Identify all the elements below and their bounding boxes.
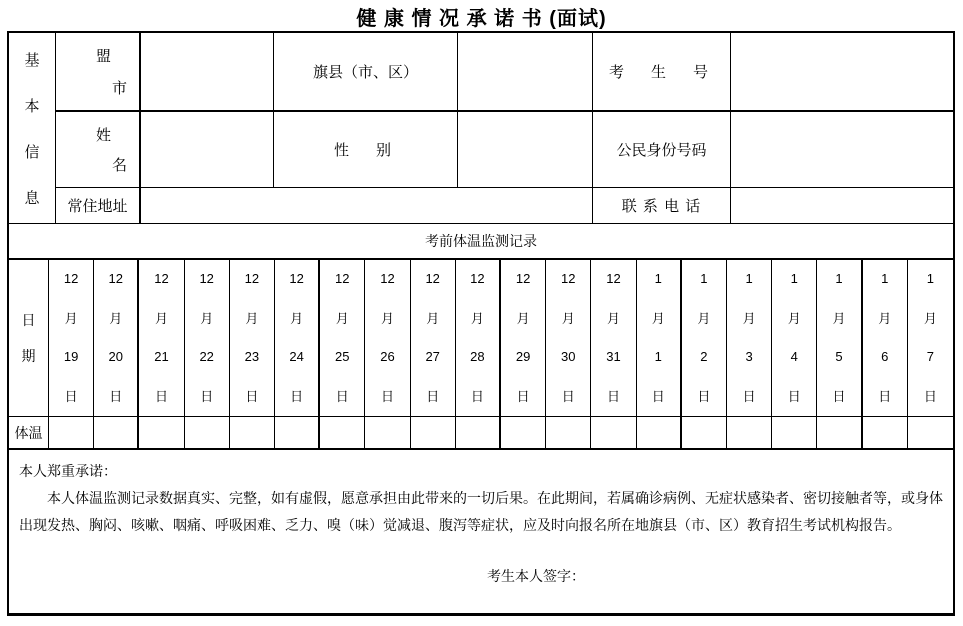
candidate-number-field[interactable] <box>731 33 953 112</box>
date-line: 24 <box>289 349 304 364</box>
date-line: 日 <box>923 389 937 404</box>
date-line: 6 <box>881 349 889 364</box>
date-line: 12 <box>199 271 214 286</box>
date-line: 月 <box>651 311 665 326</box>
phone-field[interactable] <box>731 188 953 224</box>
commitment-body: 本人体温监测记录数据真实、完整，如有虚假，愿意承担由此带来的一切后果。在此期间，若属确诊病例、无症状感染者、密切接触者等，或身体出现发热、胸闷、咳嗽、咽痛、呼吸困难、乏力、嗅（味）觉减退、腹泻等症状，应及时向报名所在地旗县（市、区）教育招生考试机构报告。 <box>19 490 943 533</box>
basic-info-label <box>9 33 56 224</box>
date-line: 26 <box>380 349 395 364</box>
name-field[interactable] <box>141 112 274 188</box>
date-line: 日 <box>787 389 801 404</box>
date-line: 1 <box>881 271 889 286</box>
temperature-cell-18[interactable] <box>817 417 862 450</box>
date-line: 月 <box>200 311 214 326</box>
date-line: 1 <box>790 271 798 286</box>
date-line: 月 <box>923 311 937 326</box>
date-line: 月 <box>742 311 756 326</box>
date-cell-11 <box>501 260 546 417</box>
date-line: 29 <box>515 349 531 364</box>
signature-label: 考生本人签字： <box>487 568 585 584</box>
date-line: 日 <box>832 389 846 404</box>
date-line: 12 <box>63 271 79 286</box>
date-cell-20 <box>908 260 953 417</box>
date-line: 12 <box>606 271 621 286</box>
date-line: 月 <box>878 311 892 326</box>
league-city-line1: 盟 <box>96 48 112 65</box>
temperature-cell-13[interactable] <box>591 417 636 450</box>
date-line: 1 <box>700 271 708 286</box>
date-line: 4 <box>790 349 798 364</box>
date-cell-18 <box>817 260 862 417</box>
temperature-cell-4[interactable] <box>185 417 230 450</box>
date-line: 月 <box>109 311 123 326</box>
date-line: 1 <box>926 271 935 286</box>
date-line: 19 <box>63 349 79 364</box>
temperature-cell-19[interactable] <box>863 417 908 450</box>
basic-info-char: 息 <box>24 189 40 207</box>
date-line: 7 <box>926 349 935 364</box>
date-cell-1 <box>49 260 94 417</box>
banner-county-label: 旗县（市、区） <box>274 33 458 112</box>
date-cell-19 <box>863 260 908 417</box>
date-line: 日 <box>109 389 123 404</box>
date-line: 日 <box>290 389 304 404</box>
basic-info-section <box>9 33 953 224</box>
basic-info-char: 基 <box>24 51 40 69</box>
temperature-cell-17[interactable] <box>772 417 817 450</box>
date-line: 21 <box>154 349 169 364</box>
date-line: 22 <box>199 349 214 364</box>
date-line: 月 <box>64 311 78 326</box>
league-city-label <box>56 33 141 112</box>
date-cell-15 <box>682 260 727 417</box>
name-line1: 姓 <box>96 127 112 144</box>
league-city-line2: 市 <box>112 80 128 97</box>
date-line: 12 <box>108 271 124 286</box>
date-cell-8 <box>365 260 410 417</box>
date-line: 日 <box>878 389 892 404</box>
temperature-cell-8[interactable] <box>365 417 410 450</box>
date-line: 日 <box>380 389 394 404</box>
date-line: 月 <box>832 311 846 326</box>
date-line: 23 <box>244 349 260 364</box>
basic-info-char: 本 <box>24 97 40 115</box>
date-cell-6 <box>275 260 320 417</box>
date-cell-9 <box>411 260 456 417</box>
date-line: 月 <box>245 311 259 326</box>
date-label-char: 日 <box>21 312 36 328</box>
temperature-cell-12[interactable] <box>546 417 591 450</box>
date-line: 5 <box>835 349 843 364</box>
date-line: 30 <box>561 349 576 364</box>
date-line: 31 <box>606 349 621 364</box>
date-line: 12 <box>335 271 350 286</box>
candidate-number-label: 考 生 号 <box>593 33 731 112</box>
temperature-cell-3[interactable] <box>139 417 184 450</box>
page-title: 健 康 情 况 承 诺 书 (面试) <box>356 8 607 30</box>
date-line: 日 <box>154 389 168 404</box>
temperature-cell-10[interactable] <box>456 417 501 450</box>
name-label <box>56 112 141 188</box>
date-line: 日 <box>245 389 259 404</box>
date-line: 日 <box>697 389 711 404</box>
date-cell-5 <box>230 260 275 417</box>
date-cell-14 <box>637 260 682 417</box>
date-line: 月 <box>697 311 711 326</box>
date-cell-13 <box>591 260 636 417</box>
date-line: 日 <box>561 389 575 404</box>
date-cell-12 <box>546 260 591 417</box>
temperature-cell-20[interactable] <box>908 417 953 450</box>
temperature-cell-16[interactable] <box>727 417 772 450</box>
date-line: 日 <box>64 389 78 404</box>
temperature-cell-15[interactable] <box>682 417 727 450</box>
gender-field[interactable] <box>458 112 593 188</box>
date-cell-16 <box>727 260 772 417</box>
date-line: 日 <box>742 389 756 404</box>
temperature-grid <box>9 260 953 450</box>
health-declaration-form <box>7 31 955 616</box>
date-line: 1 <box>654 271 662 286</box>
date-line: 12 <box>515 271 531 286</box>
gender-label: 性 别 <box>274 112 458 188</box>
date-line: 12 <box>244 271 260 286</box>
date-line: 月 <box>380 311 394 326</box>
date-line: 月 <box>426 311 440 326</box>
date-line: 20 <box>108 349 124 364</box>
temperature-cell-7[interactable] <box>320 417 365 450</box>
temperature-label: 体温 <box>9 417 49 450</box>
address-label: 常住地址 <box>56 188 141 224</box>
date-line: 月 <box>470 311 484 326</box>
date-label <box>9 260 49 417</box>
commitment-heading: 本人郑重承诺： <box>19 463 117 479</box>
date-line: 1 <box>835 271 843 286</box>
date-cell-10 <box>456 260 501 417</box>
date-line: 月 <box>787 311 801 326</box>
league-city-field[interactable] <box>141 33 274 112</box>
date-line: 28 <box>470 349 485 364</box>
address-field[interactable] <box>141 188 593 224</box>
date-line: 日 <box>651 389 665 404</box>
date-cell-3 <box>139 260 184 417</box>
temperature-cell-9[interactable] <box>411 417 456 450</box>
citizen-id-field[interactable] <box>731 112 953 188</box>
date-line: 12 <box>425 271 440 286</box>
temperature-cell-6[interactable] <box>275 417 320 450</box>
date-line: 日 <box>426 389 440 404</box>
date-line: 月 <box>290 311 304 326</box>
banner-county-field[interactable] <box>458 33 593 112</box>
date-line: 日 <box>516 389 530 404</box>
date-label-char: 期 <box>21 348 36 364</box>
date-line: 日 <box>470 389 484 404</box>
temperature-cell-14[interactable] <box>637 417 682 450</box>
date-line: 月 <box>606 311 620 326</box>
date-line: 12 <box>289 271 304 286</box>
date-cell-2 <box>94 260 139 417</box>
temperature-cell-5[interactable] <box>230 417 275 450</box>
citizen-id-label: 公民身份号码 <box>593 112 731 188</box>
phone-label: 联 系 电 话 <box>593 188 731 224</box>
temperature-cell-11[interactable] <box>501 417 546 450</box>
date-line: 12 <box>561 271 576 286</box>
commitment-block <box>9 450 953 613</box>
date-cell-17 <box>772 260 817 417</box>
date-line: 月 <box>154 311 168 326</box>
date-line: 日 <box>606 389 620 404</box>
temperature-cell-1[interactable] <box>49 417 94 450</box>
basic-info-char: 信 <box>24 143 40 161</box>
date-cell-4 <box>185 260 230 417</box>
date-line: 12 <box>154 271 169 286</box>
name-line2: 名 <box>112 157 128 174</box>
date-line: 1 <box>654 349 662 364</box>
date-line: 12 <box>470 271 485 286</box>
date-line: 3 <box>745 349 753 364</box>
temperature-cell-2[interactable] <box>94 417 139 450</box>
date-line: 2 <box>700 349 708 364</box>
date-line: 月 <box>335 311 349 326</box>
date-line: 日 <box>335 389 349 404</box>
date-line: 12 <box>380 271 395 286</box>
date-cell-7 <box>320 260 365 417</box>
date-line: 27 <box>425 349 440 364</box>
date-line: 日 <box>200 389 214 404</box>
date-line: 月 <box>561 311 575 326</box>
date-line: 25 <box>335 349 350 364</box>
date-line: 月 <box>516 311 530 326</box>
date-line: 1 <box>745 271 753 286</box>
temperature-record-header: 考前体温监测记录 <box>9 224 953 260</box>
